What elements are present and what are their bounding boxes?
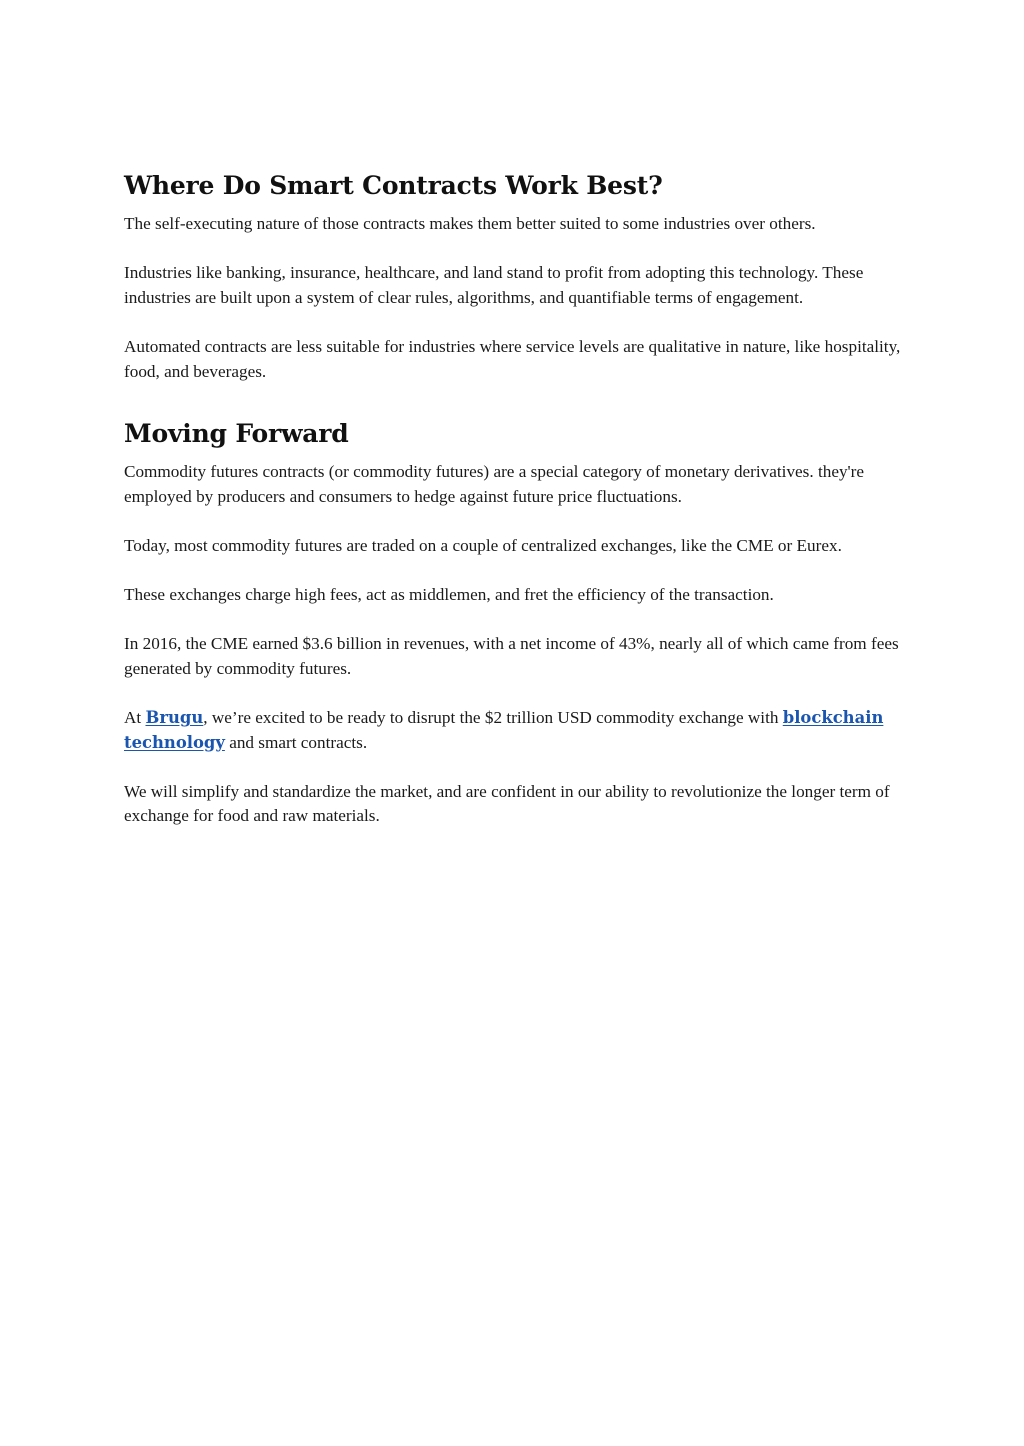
section-heading-smart-contracts: Where Do Smart Contracts Work Best? xyxy=(124,171,663,200)
brugu-link[interactable]: Brugu xyxy=(145,708,204,728)
blockchain-technology-link[interactable]: blockchain technology xyxy=(124,708,884,752)
text-segment: , we’re excited to be ready to disrupt the $2 trillion USD commodity exchange with xyxy=(203,708,783,728)
text-segment: At xyxy=(124,708,146,728)
paragraph: Automated contracts are less suitable for industries where service levels are qualitative in nature, like hospitality, food, and beverages. xyxy=(124,336,901,381)
paragraph: These exchanges charge high fees, act as middlemen, and fret the efficiency of the transaction. xyxy=(124,585,774,605)
brugu-paragraph xyxy=(124,706,904,755)
section-heading-moving-forward: Moving Forward xyxy=(124,419,349,449)
paragraph: Today, most commodity futures are traded on a couple of centralized exchanges, like the CME or Eurex. xyxy=(124,535,842,555)
text-segment: and smart contracts. xyxy=(224,732,368,752)
paragraph: In 2016, the CME earned $3.6 billion in revenues, with a net income of 43%, nearly all of which came from fees generated by commodity futures. xyxy=(124,634,899,678)
paragraph: Commodity futures contracts (or commodity futures) are a special category of monetary derivatives. they're employed by producers and consumers to hedge against future price fluctuations. xyxy=(124,462,864,506)
closing-paragraph: We will simplify and standardize the market, and are confident in our ability to revolutionize the longer term of exchange for food and raw materials. xyxy=(124,781,890,826)
paragraph: The self-executing nature of those contracts makes them better suited to some industries over others. xyxy=(124,214,816,233)
paragraph: Industries like banking, insurance, healthcare, and land stand to profit from adopting this technology. These industries are built upon a system of clear rules, algorithms, and quantifiable terms of engagement. xyxy=(124,263,864,307)
document-page xyxy=(124,170,904,829)
